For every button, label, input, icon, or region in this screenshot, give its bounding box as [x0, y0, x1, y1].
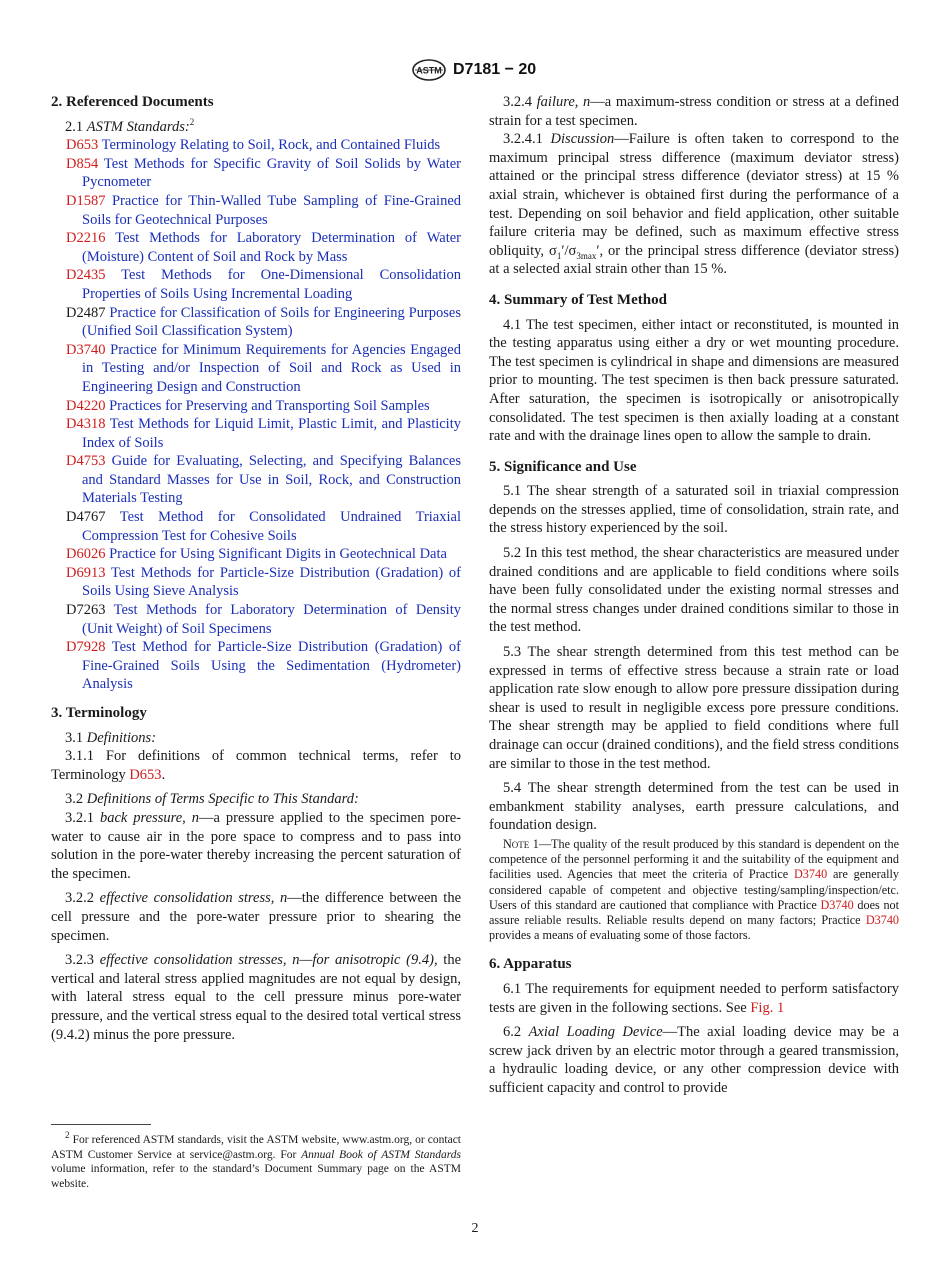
reference-title[interactable]: Test Method for Particle-Size Distribution (Gradation) of Fine-Grained Soils Using the Sedimentation (Hydrometer) Analysis [82, 639, 461, 693]
discussion-failure: 3.2.4.1 Discussion—Failure is often taken to correspond to the maximum principal stress difference (maximum deviator stress) attained or the principal stress difference (deviator stress) at 15 % axial strain, whichever is obtained first during the performance of a test. Depending on soil behavior and field application, other suitable failure criteria may be defined, such as maximum effective stress obliquity, $\sigma_1'/\sigma_{3max}'$, or the principal stress difference (deviator stress) at a selected axial strain other than 15 %. [489, 131, 899, 278]
reference-code[interactable]: D6913 [66, 564, 106, 581]
subsection-5-4: 5.4 The shear strength determined from the test can be used in embankment stability analyses, earth pressure calculations, and foundation design. [489, 780, 899, 834]
reference-title[interactable]: Test Methods for Laboratory Determination of Water (Moisture) Content of Soil and Rock by Mass [82, 230, 461, 265]
footnote-ref-2[interactable]: 2 [189, 116, 195, 127]
subsection-2-1: 2.1 ASTM Standards:$^2$ [65, 116, 195, 135]
section-4-heading: 4. Summary of Test Method [489, 291, 667, 308]
footnote-divider [51, 1124, 151, 1125]
subsection-5-1: 5.1 The shear strength of a saturated soil in triaxial compression depends on the stresses applied, time of consolidation, strain rate, and the stress history experienced by the soil. [489, 483, 899, 537]
reference-title[interactable]: Test Methods for Particle-Size Distribution (Gradation) of Soils Using Sieve Analysis [82, 564, 461, 600]
reference-item [51, 192, 461, 229]
reference-title[interactable]: Test Methods for One-Dimensional Consolidation Properties of Soils Using Incremental Loading [82, 267, 461, 302]
subsection-4-1: 4.1 The test specimen, either intact or reconstituted, is mounted in the testing apparatus using either a dry or wet mounting procedure. The test specimen is cylindrical in shape and dimensions are measured prior to mounting. The test specimen is then back pressure saturated. After saturation, the specimen is isotropically or anisotropically consolidated. The test specimen is then axially loading at a constant rate and with the drainage lines open to allow the sample to drain. [489, 316, 899, 445]
subsection-3-2: 3.2 Definitions of Terms Specific to This Standard: [65, 791, 359, 808]
link-d3740[interactable]: D3740 [794, 867, 828, 882]
reference-title[interactable]: Practices for Preserving and Transporting Soil Samples [109, 397, 430, 414]
reference-item [51, 452, 461, 508]
reference-code[interactable]: D3740 [66, 341, 106, 358]
reference-code[interactable]: D4753 [66, 453, 106, 470]
reference-title[interactable]: Terminology Relating to Soil, Rock, and Contained Fluids [101, 137, 441, 154]
left-column [51, 93, 461, 1050]
reference-item [51, 304, 461, 341]
reference-code[interactable]: D1587 [66, 192, 106, 209]
reference-title[interactable]: Test Methods for Laboratory Determination of Density (Unit Weight) of Soil Specimens [82, 602, 461, 637]
reference-title[interactable]: Test Methods for Specific Gravity of Soil Solids by Water Pycnometer [82, 155, 461, 191]
reference-code[interactable]: D7928 [66, 639, 106, 656]
right-column [489, 93, 899, 1104]
subsection-3-1: 3.1 Definitions: [65, 729, 157, 746]
reference-title[interactable]: Guide for Evaluating, Selecting, and Specifying Balances and Standard Masses for Use in Soil, Rock, and Construction Materials Testing [82, 453, 461, 507]
reference-item [51, 229, 461, 266]
reference-item [51, 266, 461, 303]
reference-title[interactable]: Practice for Minimum Requirements for Agencies Engaged in Testing and/or Inspection of Soil and Rock as Used in Engineering Design and Construction [82, 341, 461, 395]
definition-effective-consolidation-stress: 3.2.2 effective consolidation stress, n—the difference between the cell pressure and the pore-water pressure prior to shearing the specimen. [51, 890, 462, 944]
reference-code[interactable]: D6026 [66, 546, 106, 563]
reference-list [51, 136, 461, 694]
definition-effective-consolidation-stresses: 3.2.3 effective consolidation stresses, n—for anisotropic (9.4), the vertical and lateral stress applied magnitudes are not equal by design, with lateral stress equal to the cell pressure minus pore-water pressure, and the vertical stress equal to the desired total vertical stress (9.4.2) minus the pore pressure. [51, 952, 462, 1043]
reference-code[interactable]: D4318 [66, 416, 106, 433]
reference-item [51, 397, 461, 416]
reference-code[interactable]: D4220 [66, 397, 106, 414]
section-5-heading: 5. Significance and Use [489, 458, 637, 475]
reference-item [51, 638, 461, 694]
reference-title[interactable]: Test Methods for Liquid Limit, Plastic Limit, and Plasticity Index of Soils [82, 416, 461, 451]
document-id: D7181 − 20 [453, 61, 537, 78]
link-d3740[interactable]: D3740 [820, 897, 854, 912]
link-fig-1[interactable]: Fig. 1 [750, 999, 785, 1016]
subsection-3-1-1: 3.1.1 For definitions of common technical terms, refer to Terminology D653. [51, 748, 461, 783]
section-6-heading: 6. Apparatus [489, 956, 572, 973]
definition-failure: 3.2.4 failure, n—a maximum-stress condition or stress at a defined strain for a test specimen. [489, 94, 899, 129]
reference-title[interactable]: Practice for Using Significant Digits in Geotechnical Data [109, 546, 447, 563]
reference-title[interactable]: Test Method for Consolidated Undrained Triaxial Compression Test for Cohesive Soils [82, 509, 461, 544]
reference-item [51, 136, 461, 155]
page-header [0, 58, 950, 82]
subsection-6-2: 6.2 Axial Loading Device—The axial loading device may be a screw jack driven by an electric motor through a geared transmission, a hydraulic loading device, or any other compression device with sufficient capacity and control to provide [489, 1024, 900, 1096]
astm-logo-text: ASTM [416, 65, 442, 76]
note-1: Note 1—The quality of the result produced by this standard is dependent on the competence of the personnel performing it and the suitability of the equipment and facilities used. Agencies that meet the criteria of Practice D3740 are generally considered capable of competent and objective testing/sampling/inspection/etc. Users of this standard are cautioned that compliance with Practice D3740 does not assure reliable results. Reliable results depend on many factors; Practice D3740 provides a means of evaluating some of those factors. [489, 836, 900, 943]
subsection-5-3: 5.3 The shear strength determined from this test method can be expressed in terms of effective stress because a strain rate or load application rate slow enough to allow pore pressure dissipation during shear is used to result in negligible excess pore pressure conditions. The shear strength may be applied to field conditions where full drainage can occur (drained conditions), and the field stress conditions are similar to those in the test method. [489, 644, 899, 772]
subsection-6-1: 6.1 The requirements for equipment needed to perform satisfactory tests are given in the following sections. See Fig. 1 [489, 980, 899, 1016]
reference-title[interactable]: Practice for Thin-Walled Tube Sampling of Fine-Grained Soils for Geotechnical Purposes [82, 192, 462, 228]
astm-logo [411, 58, 447, 82]
page-number: 2 [471, 1221, 479, 1236]
section-2-heading: 2. Referenced Documents [51, 94, 214, 110]
reference-code: D7263 [66, 602, 106, 619]
reference-item [51, 415, 461, 452]
reference-item [51, 564, 461, 601]
reference-title[interactable]: Practice for Classification of Soils for Engineering Purposes (Unified Soil Classification System) [82, 304, 461, 340]
reference-item [51, 545, 461, 564]
reference-code[interactable]: D653 [66, 137, 99, 154]
subsection-5-2: 5.2 In this test method, the shear characteristics are measured under drained conditions and are applicable to field conditions where soils have been fully consolidated under the existing normal stresses and the normal stress changes under drained conditions similar to those in the test method. [489, 545, 899, 636]
section-3-heading: 3. Terminology [51, 705, 147, 721]
reference-code[interactable]: D854 [66, 155, 99, 172]
reference-code[interactable]: D2435 [66, 267, 106, 284]
footnote-2: $^2$ For referenced ASTM standards, visit the ASTM website, www.astm.org, or contact ASTM Customer Service at service@astm.org. For Annual Book of ASTM Standards volume information, refer to the standard’s Document Summary page on the ASTM website. [51, 1130, 461, 1190]
reference-item [51, 601, 461, 638]
reference-code: D2487 [66, 304, 106, 321]
reference-code: D4767 [66, 509, 106, 526]
stress-obliquity-formula: $\sigma_1'/\sigma_{3max}'$ [548, 242, 600, 261]
link-d653[interactable]: D653 [129, 766, 162, 783]
reference-item [51, 341, 461, 397]
reference-item [51, 508, 461, 545]
definition-back-pressure: 3.2.1 back pressure, n—a pressure applied to the specimen pore-water to cause air in the pore space to compress and to pass into solution in the pore-water thereby increasing the percent saturation of the specimen. [51, 809, 462, 882]
reference-code[interactable]: D2216 [66, 230, 106, 247]
reference-item [51, 155, 461, 192]
link-d3740[interactable]: D3740 [865, 912, 900, 927]
